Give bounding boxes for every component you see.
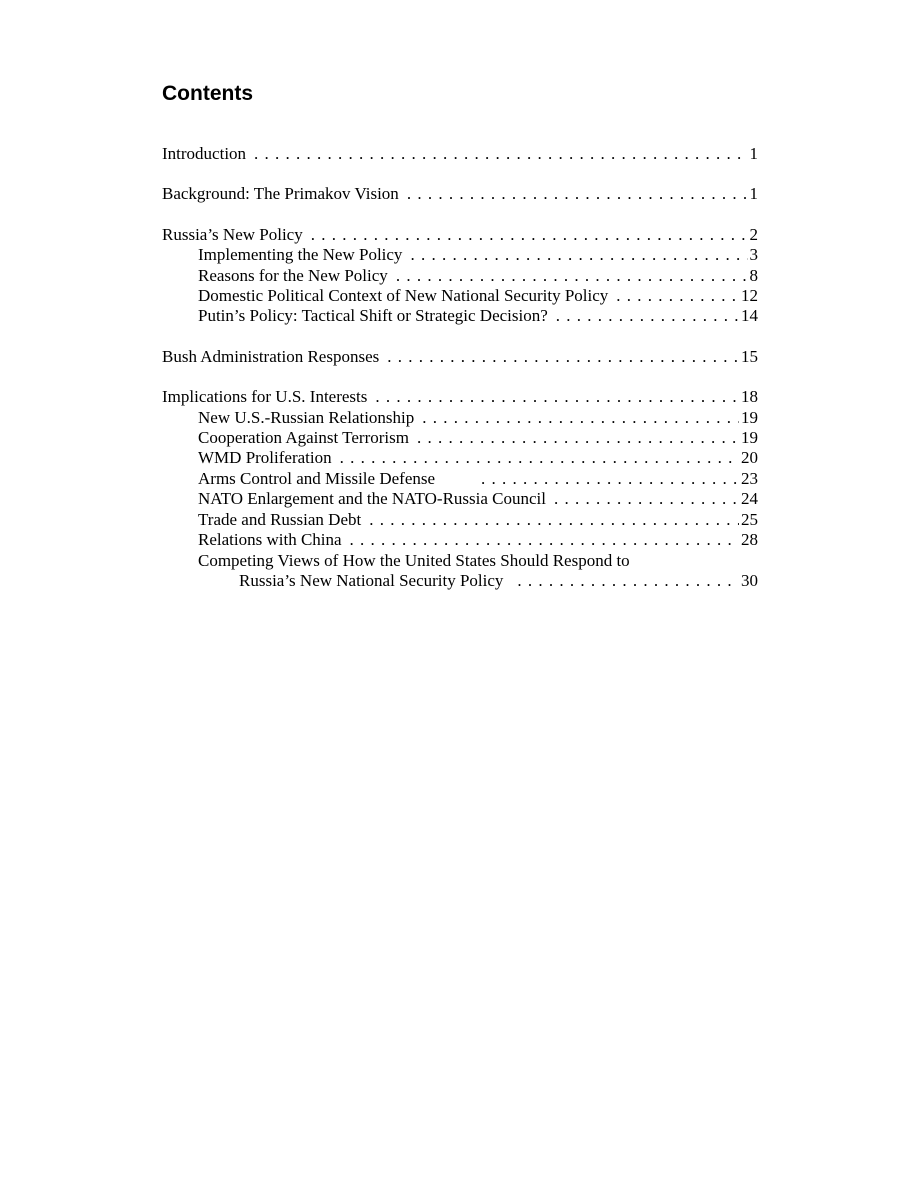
toc-entry-reasons[interactable]	[162, 266, 758, 286]
toc-entry-text: Implications for U.S. Interests	[162, 387, 368, 407]
dot-leader	[410, 245, 747, 265]
toc-entry-arms-control[interactable]	[162, 469, 758, 489]
toc-page-number: 18	[741, 387, 758, 407]
dot-leader	[417, 428, 739, 448]
toc-entry-text: WMD Proliferation	[198, 448, 332, 468]
toc-page-number: 19	[741, 428, 758, 448]
toc-entry-text: Relations with China	[198, 530, 342, 550]
toc-page-number: 15	[741, 346, 758, 366]
toc-entry-text: New U.S.-Russian Relationship	[198, 407, 415, 427]
toc-entry-putins-policy[interactable]	[162, 306, 758, 326]
toc-entry-trade[interactable]	[162, 510, 758, 530]
toc-entry-text: Bush Administration Responses	[162, 346, 380, 366]
toc-entry-domestic-context[interactable]	[162, 286, 758, 306]
toc-entry-bush-responses[interactable]	[162, 347, 758, 367]
toc-page-number: 14	[741, 306, 758, 326]
dot-leader	[616, 286, 739, 306]
toc-entry-text: Domestic Political Context of New National Security Policy	[198, 286, 609, 306]
toc-page-number: 3	[749, 245, 758, 265]
toc-entry-text: Putin’s Policy: Tactical Shift or Strategic Decision?	[198, 306, 548, 326]
dot-leader	[375, 387, 739, 407]
toc-entry-wmd[interactable]	[162, 448, 758, 468]
toc-entry-text: Implementing the New Policy	[198, 245, 403, 265]
toc-page-number: 23	[741, 468, 758, 488]
toc-entry-competing-views-continuation[interactable]	[162, 571, 758, 591]
dot-leader	[422, 408, 739, 428]
dot-leader	[311, 225, 748, 245]
toc-entry-russias-new-policy[interactable]	[162, 225, 758, 245]
toc-entry-introduction[interactable]	[162, 144, 758, 164]
toc-entry-new-relationship[interactable]	[162, 408, 758, 428]
toc-page-number: 20	[741, 448, 758, 468]
toc-entry-implementing[interactable]	[162, 245, 758, 265]
toc-entry-nato[interactable]	[162, 489, 758, 509]
dot-leader	[481, 469, 739, 489]
toc-entry-background[interactable]	[162, 184, 758, 204]
dot-leader	[387, 347, 739, 367]
toc-entry-text: Introduction	[162, 144, 247, 163]
toc-entry-text: Cooperation Against Terrorism	[198, 428, 409, 448]
toc-page-number: 19	[741, 407, 758, 427]
table-of-contents	[162, 144, 758, 591]
toc-entry-implications[interactable]	[162, 387, 758, 407]
toc-entry-china[interactable]	[162, 530, 758, 550]
toc-entry-text: Russia’s New Policy	[162, 224, 303, 244]
toc-page-number: 8	[749, 265, 758, 285]
toc-entry-text: NATO Enlargement and the NATO-Russia Council	[198, 489, 546, 509]
toc-entry-terrorism[interactable]	[162, 428, 758, 448]
toc-page-number: 2	[749, 224, 758, 244]
dot-leader	[556, 306, 739, 326]
dot-leader	[396, 266, 748, 286]
dot-leader	[350, 530, 739, 550]
toc-page-number: 30	[741, 570, 758, 590]
toc-page-number: 1	[749, 144, 758, 163]
dot-leader	[340, 448, 739, 468]
toc-entry-text: Background: The Primakov Vision	[162, 184, 399, 204]
contents-heading: Contents	[162, 82, 253, 105]
toc-entry-text: Reasons for the New Policy	[198, 265, 388, 285]
dot-leader	[254, 144, 747, 164]
toc-page-number: 24	[741, 489, 758, 509]
toc-page-number: 12	[741, 286, 758, 306]
dot-leader	[407, 184, 748, 204]
toc-page-number: 1	[749, 184, 758, 204]
toc-page-number: 28	[741, 530, 758, 550]
toc-entry-text: Russia’s New National Security Policy	[239, 570, 504, 590]
dot-leader	[369, 510, 739, 530]
dot-leader	[517, 571, 739, 591]
toc-entry-text: Trade and Russian Debt	[198, 509, 362, 529]
dot-leader	[554, 489, 739, 509]
toc-page-number: 25	[741, 509, 758, 529]
toc-entry-text: Arms Control and Missile Defense	[198, 468, 436, 488]
toc-entry-competing-views[interactable]: Competing Views of How the United States Should Respond to	[198, 550, 630, 570]
